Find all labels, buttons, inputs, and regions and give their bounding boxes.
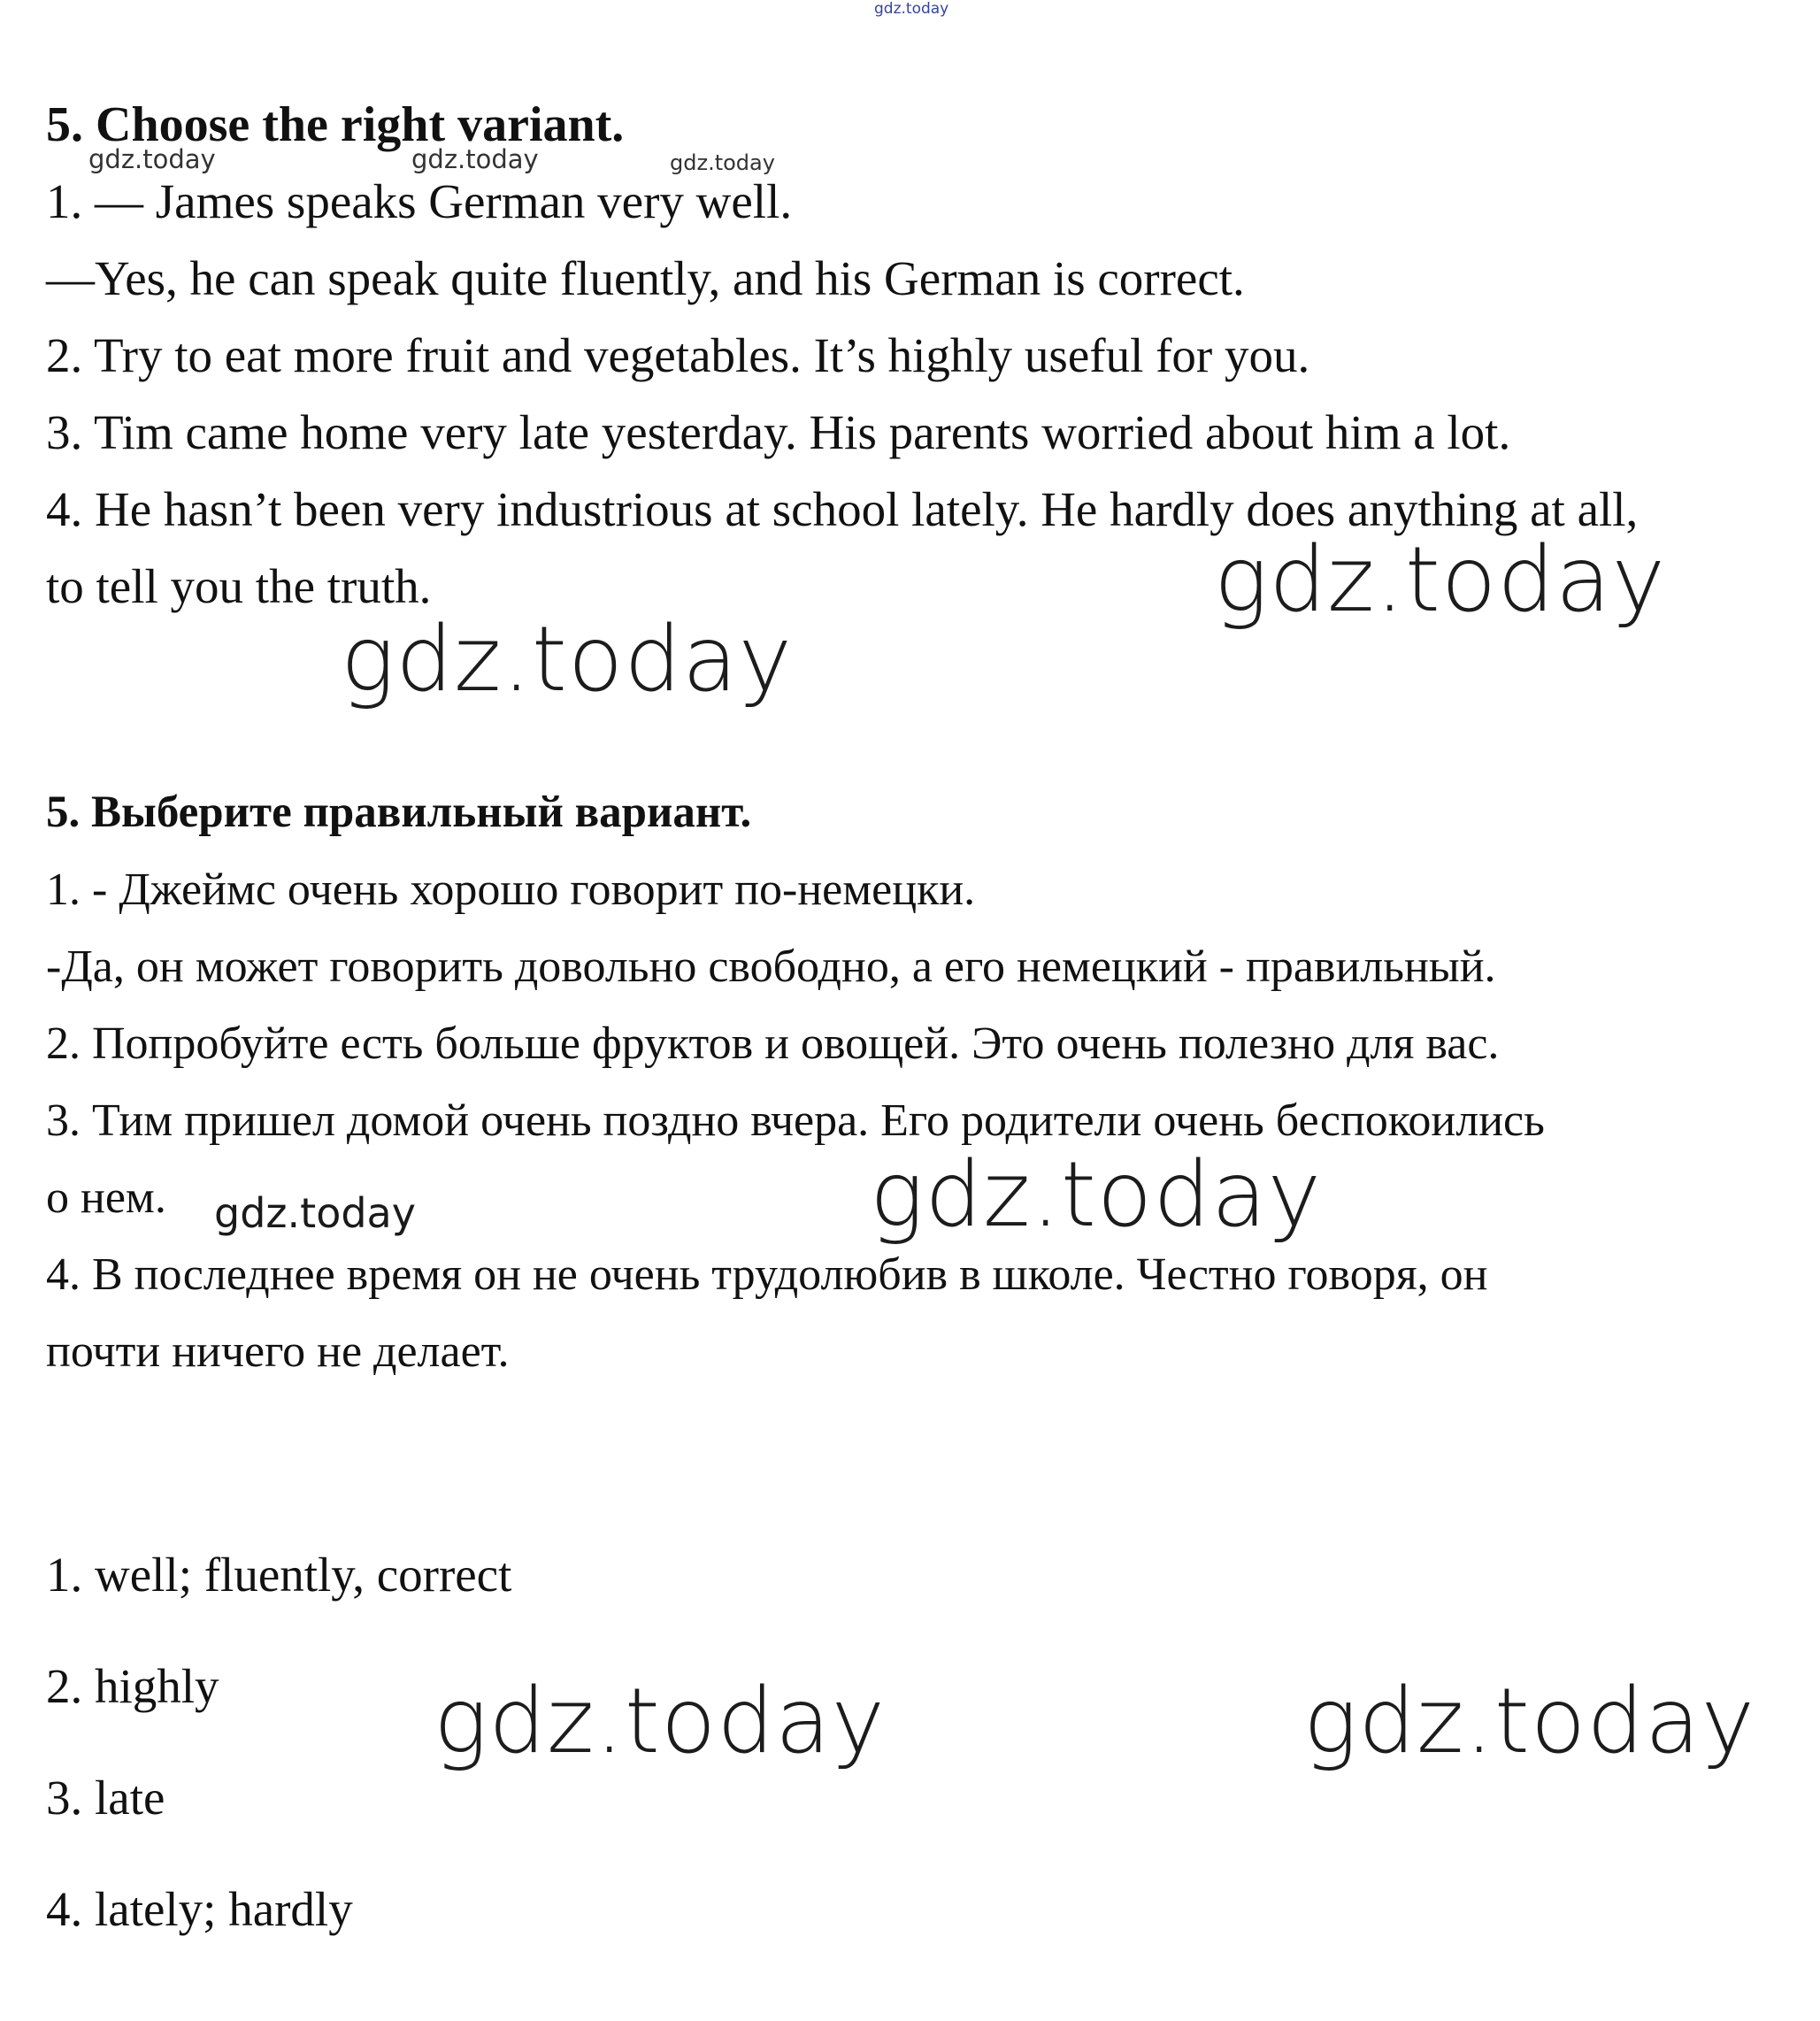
english-line-4: 3. Tim came home very late yesterday. His parents worried about him a lot. [46,405,1511,459]
english-heading: 5. Choose the right variant. [46,97,625,152]
russian-line-4: 3. Тим пришел домой очень поздно вчера. Его родители очень беспокоились [46,1095,1545,1146]
english-line-1: 1. — James speaks German very well. [46,174,793,228]
answer-1: 1. well; fluently, correct [46,1548,512,1602]
watermark-small-1: gdz.today [88,144,216,174]
watermark-small-2: gdz.today [411,144,539,174]
russian-line-3: 2. Попробуйте есть больше фруктов и овощей. Это очень полезно для вас. [46,1018,1500,1069]
watermark-large-4: gdz.today [434,1669,886,1774]
watermark-large-5: gdz.today [1303,1669,1755,1774]
russian-line-7: почти ничего не делает. [46,1326,510,1377]
english-line-5: 4. He hasn’t been very industrious at school lately. He hardly does anything at all, [46,482,1639,536]
english-line-2: —Yes, he can speak quite fluently, and his German is correct. [46,251,1245,305]
watermark-medium: gdz.today [214,1189,416,1237]
watermark-small-3: gdz.today [670,150,775,175]
russian-line-5: о нем. [46,1172,166,1223]
english-line-3: 2. Try to eat more fruit and vegetables. It’s highly useful for you. [46,328,1310,382]
answer-3: 3. late [46,1771,165,1825]
answer-2: 2. highly [46,1659,219,1713]
answer-4: 4. lately; hardly [46,1882,353,1936]
russian-line-1: 1. - Джеймс очень хорошо говорит по-немецки. [46,864,976,915]
watermark-large-3: gdz.today [870,1142,1322,1248]
russian-line-2: -Да, он может говорить довольно свободно, а его немецкий - правильный. [46,941,1496,992]
watermark-large-2: gdz.today [341,607,793,712]
watermark-top: gdz.today [874,0,949,18]
russian-line-6: 4. В последнее время он не очень трудолюбив в школе. Честно говоря, он [46,1249,1488,1300]
russian-heading: 5. Выберите правильный вариант. [46,788,752,837]
english-line-6: to tell you the truth. [46,559,432,613]
watermark-large-1: gdz.today [1214,527,1666,633]
